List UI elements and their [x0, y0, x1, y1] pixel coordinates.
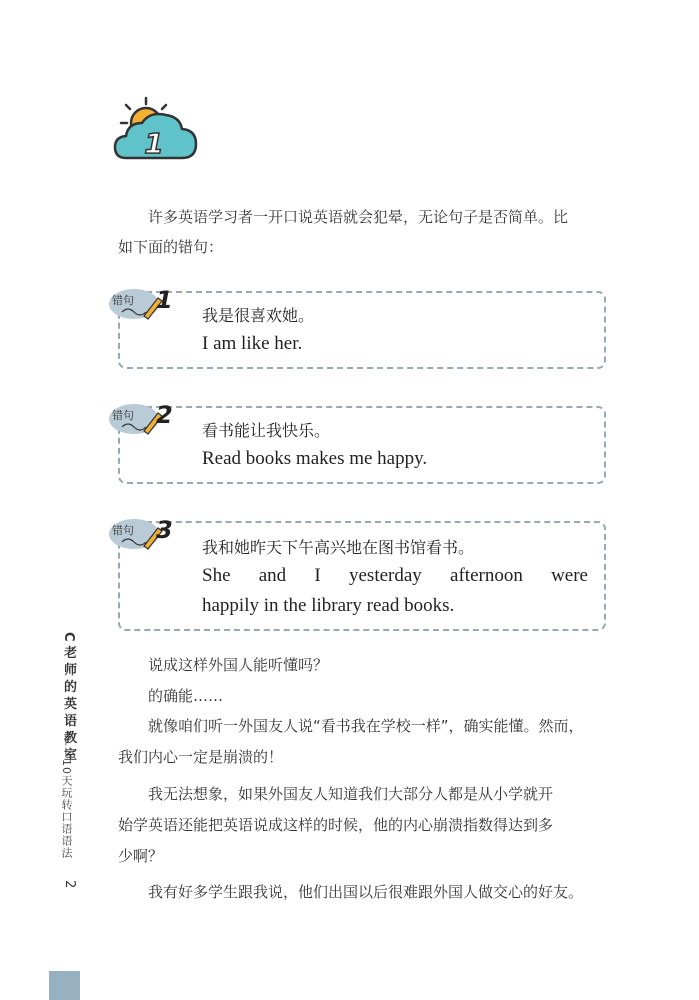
intro-line-2: 如下面的错句：	[118, 238, 224, 256]
error-box-3	[118, 521, 606, 631]
body-p5: 我有好多学生跟我说，他们出国以后很难跟外国人做交心的好友。	[148, 883, 584, 901]
error-3-chinese: 我和她昨天下午高兴地在图书馆看书。	[202, 538, 475, 557]
chapter-cloud-icon	[112, 95, 200, 165]
error-badge-2-label: 错句	[112, 409, 134, 422]
error-box-1	[118, 291, 606, 369]
error-2-english: Read books makes me happy.	[202, 448, 428, 469]
error-3-english-line-2: happily in the library read books.	[202, 595, 455, 616]
error-badge-3	[108, 512, 176, 552]
body-p4-line-2: 始学英语还能把英语说成这样的时候，他的内心崩溃指数得达到多	[118, 816, 554, 834]
chapter-number: 1	[144, 127, 164, 160]
side-color-tab	[49, 971, 80, 1000]
error-badge-3-label: 错句	[112, 524, 134, 537]
error-badge-2	[108, 397, 176, 437]
book-subtitle-vertical: ——10天玩转口语语法	[60, 735, 73, 859]
body-p4-line-1: 我无法想象，如果外国友人知道我们大部分人都是从小学就开	[148, 785, 554, 803]
body-p4-line-3: 少啊？	[118, 847, 164, 865]
error-badge-3-number: 3	[156, 516, 173, 544]
error-1-chinese: 我是很喜欢她。	[202, 306, 315, 325]
error-badge-1-label: 错句	[112, 294, 134, 307]
error-badge-1-number: 1	[156, 286, 173, 314]
page-number: 2	[62, 880, 77, 889]
body-p2: 的确能……	[148, 687, 224, 705]
book-title-vertical: C老师的英语教室	[61, 632, 76, 765]
error-3-english-line-1: She and I yesterday afternoon were	[202, 565, 588, 586]
body-p3-line-2: 我们内心一定是崩溃的！	[118, 748, 284, 766]
error-box-2	[118, 406, 606, 484]
body-p3-line-1: 就像咱们听一外国友人说“看书我在学校一样”，确实能懂。然而，	[148, 717, 584, 735]
error-badge-1	[108, 282, 176, 322]
body-p1: 说成这样外国人能听懂吗？	[148, 656, 329, 674]
error-2-chinese: 看书能让我快乐。	[202, 421, 331, 440]
intro-line-1: 许多英语学习者一开口说英语就会犯晕，无论句子是否简单。比	[148, 208, 569, 226]
error-badge-2-number: 2	[156, 401, 173, 429]
error-1-english: I am like her.	[202, 333, 303, 354]
